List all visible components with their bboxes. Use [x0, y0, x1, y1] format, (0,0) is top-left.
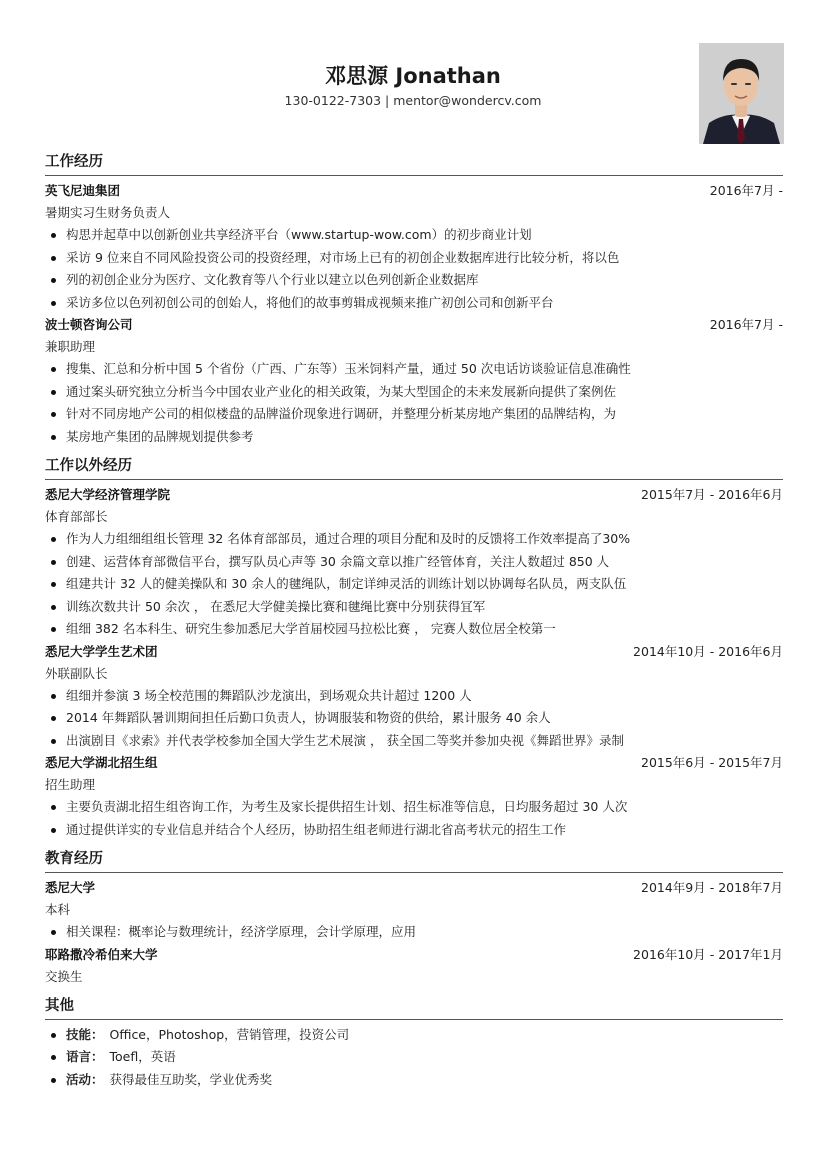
bullet-item: 通过提供详实的专业信息并结合个人经历，协助招生组老师进行湖北省高考状元的招生工作: [45, 819, 783, 842]
role-title: 本科: [45, 902, 71, 917]
other-key: 活动：: [66, 1071, 104, 1087]
other-item: [45, 1024, 783, 1047]
org-name: 悉尼大学: [45, 880, 96, 895]
other-section: [45, 996, 783, 1092]
bullet-item: 列的初创企业分为医疗、文化教育等八个行业以建立以色列创新企业数据库: [45, 269, 783, 292]
entry-date: 2014年9月 - 2018年7月: [641, 880, 783, 895]
bullet-item: 某房地产集团的品牌规划提供参考: [45, 426, 783, 449]
section-title: 工作以外经历: [45, 456, 783, 480]
bullet-item: 针对不同房地产公司的相似楼盘的品牌溢价现象进行调研，并整理分析某房地产集团的品牌结构，为: [45, 403, 783, 426]
role-title: 体育部部长: [45, 509, 108, 524]
contact-info: 130-0122-7303 | mentor@wondercv.com: [284, 93, 542, 108]
bullet-item: 通过案头研究独立分析当今中国农业产业化的相关政策，为某大型国企的未来发展新向提供了案例佐: [45, 381, 783, 404]
role-title: 外联副队长: [45, 665, 108, 681]
bullet-item: 创建、运营体育部微信平台，撰写队员心声等 30 余篇文章以推广经管体育，关注人数超过 850 人: [45, 551, 783, 574]
bullet-item: 组细并参演 3 场全校范围的舞蹈队沙龙演出，到场观众共计超过 1200 人: [45, 685, 783, 708]
org-name: 耶路撒冷希伯来大学: [45, 946, 158, 962]
bullet-item: 构思并起草中以创新创业共享经济平台（www.startup-wow.com）的初步商业计划: [45, 224, 783, 247]
bullet-item: 组建共计 32 人的健美操队和 30 余人的毽绳队，制定详绅灵活的训练计划以协调每名队员，两支队伍: [45, 573, 783, 596]
extra-entry: [45, 641, 783, 753]
work-entry: [45, 314, 783, 448]
education-entry: [45, 944, 783, 988]
profile-photo: [699, 43, 784, 144]
entry-date: 2016年7月 -: [709, 317, 783, 332]
role-title: 招生助理: [45, 777, 96, 792]
bullet-item: 作为人力组细组组长管理 32 名体育部部员，通过合理的项目分配和及时的反馈将工作效率提高了30%: [45, 528, 783, 551]
org-name: 悉尼大学学生艺术团: [45, 643, 158, 659]
org-name: 悉尼大学湖北招生组: [45, 755, 158, 770]
org-name: 悉尼大学经济管理学院: [45, 487, 171, 502]
other-value: Office，Photoshop，营销管理，投资公司: [109, 1026, 350, 1042]
other-value: Toefl，英语: [109, 1049, 176, 1064]
bullet-item: 组细 382 名本科生、研究生参加悉尼大学首届校园马拉松比赛 ， 完赛人数位居全校第一: [45, 618, 783, 641]
role-title: 兼职助理: [45, 339, 96, 354]
entry-date: 2015年6月 - 2015年7月: [641, 755, 783, 770]
candidate-name: 邓思源 Jonathan: [325, 64, 501, 88]
bullet-item: 采访多位以色列初创公司的创始人，将他们的故事剪辑成视频来推广初创公司和创新平台: [45, 292, 783, 315]
entry-date: 2015年7月 - 2016年6月: [641, 487, 783, 502]
other-key: 语言：: [66, 1049, 104, 1064]
bullet-item: 出演剧目《求索》并代表学校参加全国大学生艺术展演 ， 获全国二等奖并参加央视《舞蹈世界》录制: [45, 730, 783, 753]
section-title: 教育经历: [45, 849, 783, 873]
other-value: 获得最佳互助奖，学业优秀奖: [109, 1071, 273, 1087]
work-section: [45, 152, 783, 448]
bullet-item: 训练次数共计 50 余次 ， 在悉尼大学健美操比赛和毽绳比赛中分别获得冝军: [45, 596, 783, 619]
bullet-item: 采访 9 位来自不同风险投资公司的投资经理，对市场上已有的初创企业数据库进行比较分析，将以色: [45, 247, 783, 270]
other-key: 技能：: [66, 1026, 104, 1042]
section-title: 工作经历: [45, 152, 783, 176]
work-entry: [45, 180, 783, 314]
role-title: 暑期实习生财务负责人: [45, 205, 171, 220]
entry-date: 2016年10月 - 2017年1月: [633, 946, 783, 962]
extra-entry: [45, 752, 783, 841]
bullet-item: 主要负责湖北招生组咨询工作，为考生及家长提供招生计划、招生标准等信息，日均服务超过 30 人次: [45, 796, 783, 819]
entry-date: 2014年10月 - 2016年6月: [633, 643, 783, 659]
resume-header: [0, 0, 826, 150]
resume-content: [45, 152, 783, 1099]
section-title: 其他: [45, 996, 783, 1020]
bullet-item: 相关课程：概率论与数理统计，经济学原理，会计学原理，应用: [45, 921, 783, 944]
entry-date: 2016年7月 -: [709, 183, 783, 198]
role-title: 交换生: [45, 968, 83, 984]
other-item: [45, 1069, 783, 1092]
bullet-item: 2014 年舞蹈队暑训期间担任后勤口负责人，协调服装和物资的供给，累计服务 40 余人: [45, 707, 783, 730]
extra-entry: [45, 484, 783, 641]
bullet-item: 搜集、汇总和分析中国 5 个省份（广西、广东等）玉米饲料产量，通过 50 次电话访谈验证信息准确性: [45, 358, 783, 381]
education-section: [45, 849, 783, 988]
extra-section: [45, 456, 783, 841]
org-name: 波士顿咨询公司: [45, 317, 133, 332]
education-entry: [45, 877, 783, 944]
other-item: [45, 1046, 783, 1069]
org-name: 英飞尼迪集团: [45, 183, 121, 198]
